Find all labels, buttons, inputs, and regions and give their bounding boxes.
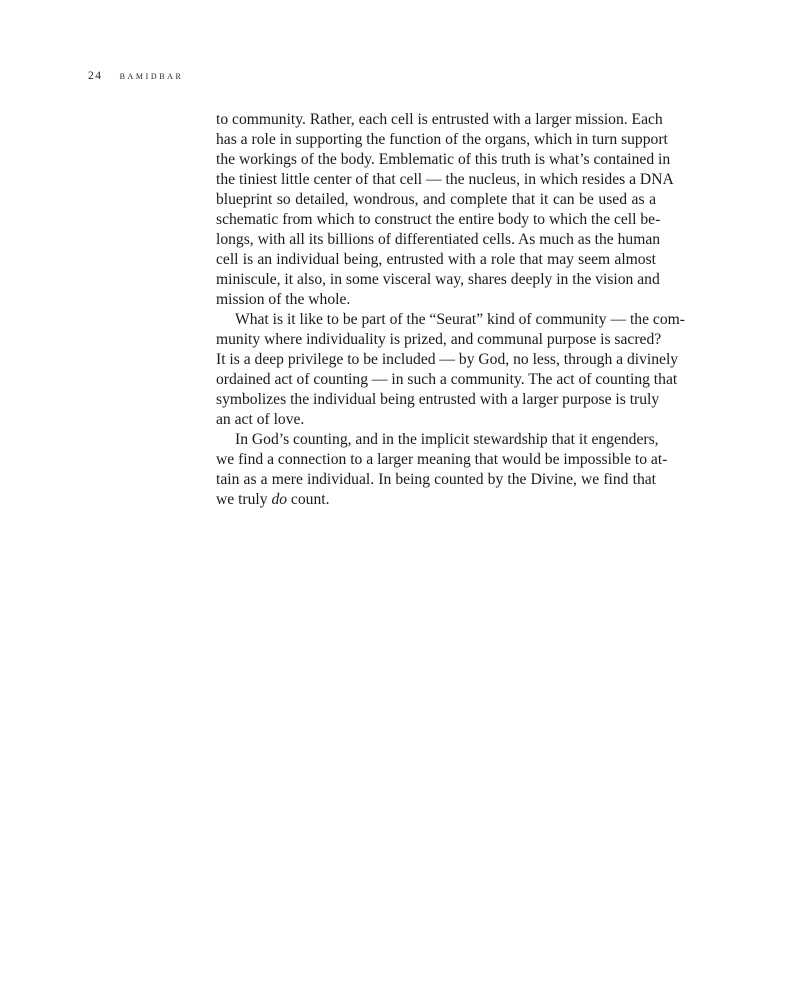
book-title: bamidbar bbox=[119, 70, 184, 82]
text-line: longs, with all its billions of differentiated cells. As much as the human bbox=[216, 231, 661, 248]
text-line: miniscule, it also, in some visceral way, shares deeply in the vision and bbox=[216, 271, 660, 288]
text-run: we truly bbox=[216, 491, 272, 508]
text-line: mission of the whole. bbox=[216, 291, 351, 308]
text-line: munity where individuality is prized, and communal purpose is sacred? bbox=[216, 331, 662, 348]
text-line: tain as a mere individual. In being counted by the Divine, we find that bbox=[216, 471, 656, 488]
text-line: symbolizes the individual being entrusted with a larger purpose is truly bbox=[216, 391, 660, 408]
text-line: the workings of the body. Emblematic of this truth is what’s contained in bbox=[216, 151, 671, 168]
text-line: ordained act of counting — in such a community. The act of counting that bbox=[216, 371, 678, 388]
text-line: schematic from which to construct the entire body to which the cell be- bbox=[216, 211, 661, 228]
paragraph bbox=[216, 430, 668, 510]
text-line bbox=[216, 490, 656, 510]
text-line: cell is an individual being, entrusted with a role that may seem almost bbox=[216, 251, 656, 268]
page-number: 24 bbox=[88, 70, 103, 82]
text-line: It is a deep privilege to be included — by God, no less, through a divinely bbox=[216, 351, 679, 368]
running-head bbox=[88, 70, 184, 82]
text-line: has a role in supporting the function of the organs, which in turn support bbox=[216, 131, 668, 148]
text-line: blueprint so detailed, wondrous, and complete that it can be used as a bbox=[216, 191, 656, 208]
paragraph bbox=[216, 110, 674, 310]
text-line: we find a connection to a larger meaning that would be impossible to at- bbox=[216, 451, 668, 468]
text-run: count. bbox=[287, 491, 330, 508]
text-line: In God’s counting, and in the implicit stewardship that it engenders, bbox=[235, 431, 659, 448]
text-line: What is it like to be part of the “Seurat” kind of community — the com- bbox=[235, 311, 685, 328]
text-line: an act of love. bbox=[216, 411, 305, 428]
text-line: the tiniest little center of that cell — the nucleus, in which resides a DNA bbox=[216, 171, 674, 188]
emphasis: do bbox=[271, 491, 288, 508]
paragraph bbox=[216, 310, 685, 430]
body-text bbox=[216, 110, 685, 510]
text-line: to community. Rather, each cell is entrusted with a larger mission. Each bbox=[216, 111, 663, 128]
